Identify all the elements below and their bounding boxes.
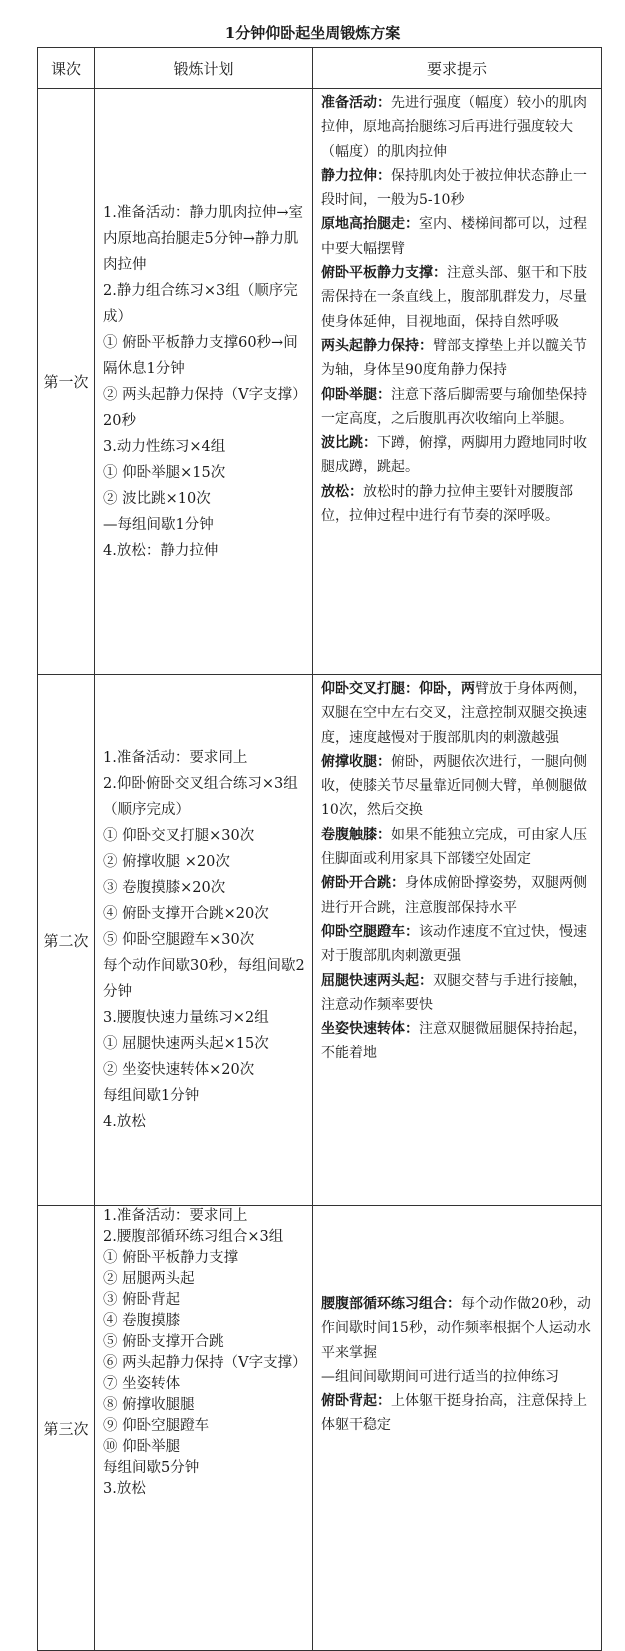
tip-term: 仰卧举腿：: [321, 386, 391, 403]
tip-item: [321, 334, 595, 383]
plan-item: 2.静力组合练习×3组（顺序完成）: [103, 282, 298, 325]
tip-text: 俯卧，两腿依次进行，一腿向侧收，使膝关节尽量靠近同侧大臂，单侧腿做10次，然后交换: [321, 753, 587, 819]
tip-term: 静力拉伸：: [321, 167, 391, 184]
tip-item: [321, 823, 595, 872]
plan-item: ⑩ 仰卧举腿: [103, 1439, 181, 1455]
plan-item: ② 屈腿两头起: [103, 1271, 195, 1287]
tip-item: [321, 431, 595, 480]
tip-text: 注意双腿微屈腿保持抬起，不能着地: [321, 1021, 587, 1062]
plan-item: 每组间歇5分钟: [103, 1460, 200, 1476]
tip-term: 仰卧空腿蹬车：: [321, 923, 419, 940]
tip-term: 仰卧交叉打腿：仰卧，两: [321, 681, 475, 697]
tip-text: 注意头部、躯干和下肢需保持在一条直线上，腹部肌群发力，尽量使身体延伸，目视地面，保持自然呼吸: [321, 265, 587, 330]
tip-term: 坐姿快速转体：: [321, 1021, 419, 1038]
plan-item: ⑨ 仰卧空腿蹬车: [103, 1418, 210, 1434]
lesson-label: 第二次: [38, 675, 95, 1206]
tip-term: 卷腹触膝：: [321, 826, 391, 843]
plan-item: 1.准备活动：要求同上: [103, 1208, 248, 1224]
plan-item: ② 坐姿快速转体×20次: [103, 1062, 255, 1078]
plan-item: ③ 卷腹摸膝×20次: [103, 880, 226, 896]
tip-text: 上体躯干挺身抬高，注意保持上体躯干稳定: [321, 1393, 587, 1434]
plan-item: ① 仰卧举腿×15次: [103, 464, 226, 481]
plan-item: 3.动力性练习×4组: [103, 438, 226, 455]
plan-item: ① 屈腿快速两头起×15次: [103, 1036, 269, 1052]
plan-item: ⑦ 坐姿转体: [103, 1376, 181, 1392]
tip-text: 该动作速度不宜过快，慢速对于腹部肌肉刺激更强: [321, 923, 587, 965]
plan-item: 3.放松: [103, 1481, 146, 1497]
plan-item: ② 波比跳×10次: [103, 490, 211, 507]
table-header-row: [38, 48, 602, 89]
tip-item: [321, 1292, 595, 1365]
tip-text: 双腿交替与手进行接触，注意动作频率要快: [321, 972, 587, 1013]
tip-term: 两头起静力保持：: [321, 337, 433, 354]
tip-text: 保持肌肉处于被拉伸状态静止一段时间，一般为5-10秒: [321, 167, 587, 209]
tip-text: 身体成俯卧撑姿势，双腿两侧进行开合跳，注意腹部保持水平: [321, 875, 587, 916]
lesson-label: 第三次: [38, 1206, 95, 1651]
tips-cell: [313, 1206, 602, 1651]
tips-cell: [313, 89, 602, 675]
tip-item: [321, 1389, 595, 1438]
plan-item: ⑥ 两头起静力保持（V字支撑）: [103, 1355, 307, 1371]
tip-item: [321, 871, 595, 920]
tip-term: 准备活动：: [321, 95, 391, 111]
tip-text: 放松时的静力拉伸主要针对腰腹部位，拉伸过程中进行有节奏的深呼吸。: [321, 483, 573, 525]
tip-term: 原地高抬腿走：: [321, 216, 419, 233]
plan-item: ② 俯撑收腿 ×20次: [103, 854, 230, 870]
plan-cell: [95, 89, 313, 675]
plan-item: 1.准备活动：静力肌肉拉伸→室内原地高抬腿走5分钟→静力肌肉拉伸: [103, 204, 303, 273]
header-plan: 锻炼计划: [95, 48, 313, 89]
tips-cell: [313, 675, 602, 1206]
tip-text: 室内、楼梯间都可以，过程中要大幅摆臂: [321, 216, 587, 257]
page-title: 1分钟仰卧起坐周锻炼方案: [224, 24, 401, 42]
plan-item: ① 仰卧交叉打腿×30次: [103, 828, 255, 844]
tip-text: 臂放于身体两侧，双腿在空中左右交叉，注意控制双腿交换速度，速度越慢对于腹部肌肉的刺激越强: [321, 681, 587, 746]
tip-item: [321, 261, 595, 334]
tip-text: 下蹲，俯撑，两脚用力蹬地同时收腿成蹲，跳起。: [321, 435, 587, 476]
plan-item: ⑤ 仰卧空腿蹬车×30次: [103, 932, 255, 948]
plan-item: 每个动作间歇30秒，每组间歇2分钟: [103, 958, 305, 1000]
plan-item: ③ 俯卧背起: [103, 1292, 181, 1308]
lesson-label: 第一次: [38, 89, 95, 675]
plan-item: 4.放松：静力拉伸: [103, 542, 219, 559]
tip-item: [321, 750, 595, 823]
tip-term: 俯卧开合跳：: [321, 875, 405, 892]
tip-item: [321, 480, 595, 529]
header-tips: 要求提示: [313, 48, 602, 89]
tip-term: 俯撑收腿：: [321, 753, 391, 770]
tip-term: 波比跳：: [321, 435, 377, 452]
tip-item: [321, 677, 595, 750]
plan-item: 4.放松: [103, 1114, 146, 1130]
tip-text: —组间间歇期间可进行适当的拉伸练习: [321, 1368, 559, 1385]
plan-item: 3.腰腹快速力量练习×2组: [103, 1010, 269, 1026]
exercise-plan-table: [37, 47, 602, 1651]
tip-text: 如果不能独立完成，可由家人压住脚面或利用家具下部镂空处固定: [321, 826, 587, 868]
plan-item: ④ 卷腹摸膝: [103, 1313, 181, 1329]
tip-text: 先进行强度（幅度）较小的肌肉拉伸，原地高抬腿练习后再进行强度较大（幅度）的肌肉拉伸: [321, 95, 587, 160]
tip-item: [321, 1017, 595, 1066]
tip-term: 屈腿快速两头起：: [321, 972, 433, 989]
tip-item: [321, 212, 595, 261]
tip-term: 俯卧背起：: [321, 1393, 391, 1410]
tip-term: 俯卧平板静力支撑：: [321, 265, 447, 282]
tip-item: [321, 1365, 595, 1389]
session-row-3: [38, 1206, 602, 1651]
tip-item: [321, 91, 595, 164]
tip-text: 每个动作做20秒，动作间歇时间15秒，动作频率根据个人运动水平来掌握: [321, 1296, 591, 1361]
tip-item: [321, 920, 595, 969]
tip-item: [321, 383, 595, 432]
plan-item: —每组间歇1分钟: [103, 516, 214, 533]
tip-term: 放松：: [321, 483, 363, 500]
plan-item: 每组间歇1分钟: [103, 1088, 200, 1104]
tip-item: [321, 969, 595, 1018]
header-lesson: 课次: [38, 48, 95, 89]
plan-item: ④ 俯卧支撑开合跳×20次: [103, 906, 269, 922]
plan-item: ② 两头起静力保持（V字支撑）20秒: [103, 386, 307, 429]
plan-cell: [95, 1206, 313, 1651]
tip-term: 腰腹部循环练习组合：: [321, 1296, 461, 1312]
plan-item: ⑤ 俯卧支撑开合跳: [103, 1334, 224, 1350]
tip-text: 臂部支撑垫上并以髋关节为轴，身体呈90度角静力保持: [321, 337, 587, 379]
plan-item: 1.准备活动：要求同上: [103, 750, 248, 766]
session-row-1: [38, 89, 602, 675]
plan-item: ① 俯卧平板静力支撑: [103, 1250, 239, 1266]
plan-item: 2.仰卧俯卧交叉组合练习×3组（顺序完成）: [103, 776, 298, 818]
tip-text: 注意下落后脚需要与瑜伽垫保持一定高度，之后腹肌再次收缩向上举腿。: [321, 386, 587, 427]
spacer: [321, 1208, 595, 1292]
plan-item: 2.腰腹部循环练习组合×3组: [103, 1229, 284, 1245]
session-row-2: [38, 675, 602, 1206]
tip-item: [321, 164, 595, 213]
plan-item: ① 俯卧平板静力支撑60秒→间隔休息1分钟: [103, 334, 298, 377]
plan-cell: [95, 675, 313, 1206]
plan-item: ⑧ 俯撑收腿腿: [103, 1397, 195, 1413]
